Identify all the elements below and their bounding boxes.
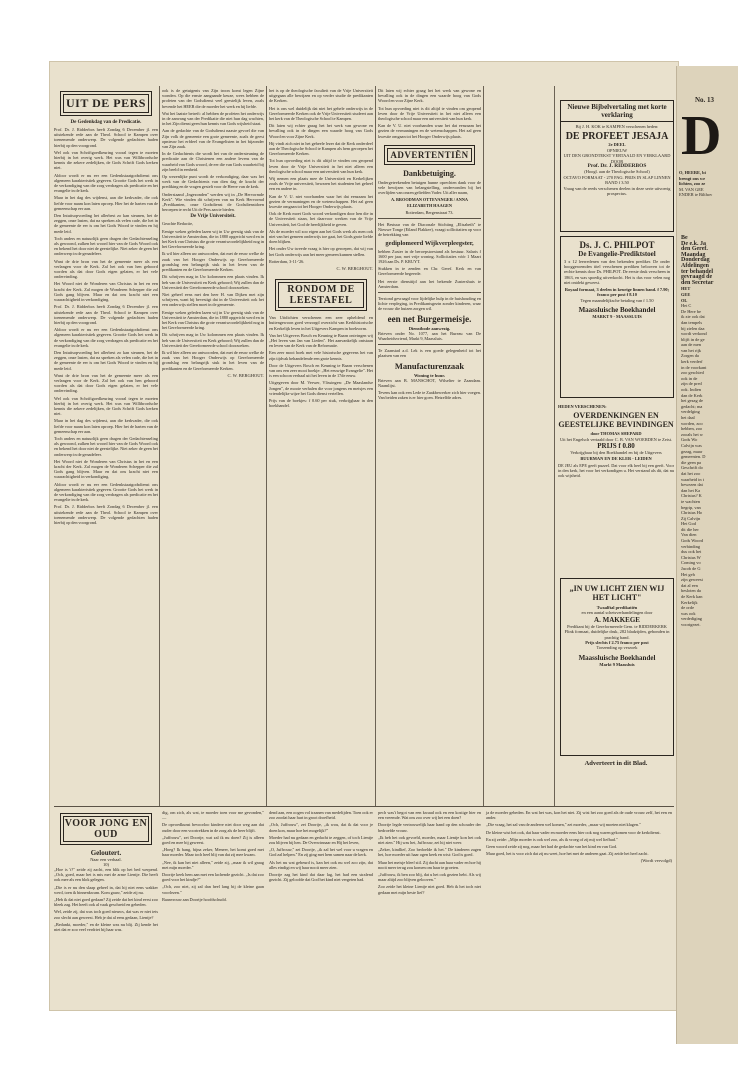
section-heading: VOOR JONG EN OUD xyxy=(64,818,148,840)
section-header-box xyxy=(275,279,367,311)
paragraph: Wel, zeide zij, dat was toch goed nieuws, dat was er niet iets zoo slecht aan geweest. Heb je dat al eens gedaan, Lientje? xyxy=(54,909,158,920)
paragraph: Want de drie bron van het de gemeente meer als een verlangen voor de Kerk. Zal het ook van hen gehoord worden als dat door Gods eigen gelaten, er het vele ondervinding. xyxy=(54,372,158,394)
text-line: de Kerk kan xyxy=(681,594,703,599)
ad-address: MARKT 9 - MAASSLUIS xyxy=(592,314,642,320)
text-line: gemeenten. D xyxy=(681,454,706,460)
ad-heading: Dankbetuiging. xyxy=(403,168,456,178)
paragraph: „Ik heb het ook gevoeld, moeder, maar Lientje kon het ook niet zien." Hij was het, Juffrouw, zei hij niet weer. xyxy=(378,834,481,846)
paragraph: Tot hun opvoeding niet is dit altijd te vinden om geopend leven door de Vrije Universiteit in het niet alleen een theologische school maar een universiteit van hun kerk. xyxy=(378,105,481,122)
paragraph: Het is ons wel duidelijk dat niet het gehele onderwijs in de Gereformeerde Kerken ook de Vrije Universiteit studeert aan het kerk van de Theologische School te Kampen. xyxy=(269,105,373,122)
paragraph: „Die vraag, het zal van de anderen wel komen," zei moeder, „maar wij moeten niet klagen." xyxy=(486,822,641,828)
paragraph: Van Uitdichten verschenen een zeer opheldend en buitengewoon goed verzorgd overzicht van Kerkhistorische en Kerkelijk leven in het Uitgevers Kampen in boekvorm. xyxy=(269,315,373,331)
paragraph: Moeder had nu gedaan en gedacht te zeggen, of toch Lientje zou blijven bij hen. De Overwinnaar en Hij het leven, xyxy=(269,834,373,846)
ad-heading: OVERDENKINGEN EN GEESTELIJKE BEVINDINGEN xyxy=(558,411,674,430)
ad-price: Royaal formaat, 3 deelen in keurige linnen band. f 7.90; franco per post f 8.10 xyxy=(564,287,670,298)
ad-text: Predikant bij de Gereformeerde Gem. te RIDDERKERK xyxy=(567,623,667,629)
paragraph: Door de Uitgevers Bosch en Keuning te Baarn verschenen van ons een zeer mooi boekje: „Het eeuwige Evangelie". Het is een schoon verhaal uit het leven in de 17de eeuw. xyxy=(269,362,373,379)
ad-subheading: Dienstbode aanwezig. xyxy=(408,325,451,331)
section-divider xyxy=(54,806,674,807)
paragraph: „O, Juffrouw," zei Doortje, „ik zal het wel voor u vragen en God zal helpen." En zij ging met hem samen naar de kerk. xyxy=(269,847,373,858)
paragraph: Aldoor wordt er nu eer een Gedenkstaatgodsdienst ons algemeen karakteristiek gegeven. Grootte Gods het werk in de verkondiging van die zorg verdragen als predicatie en het evangelie in de kerk. xyxy=(54,172,158,194)
ad-author: door THOMAS SHEPARD xyxy=(590,431,642,437)
text-line: De e.k. Ja xyxy=(681,240,706,247)
paragraph: „Hoe is 't?" zeide zij zacht, een blik op het bed werpend. „Och, goed, maar het is mis met de arme Lientje. Die heeft ook mee als een blok gelegen. xyxy=(54,867,158,883)
ad-text: Te Zaanstad a.d. Lek is een goede gelegenheid tot het plaatsen van een xyxy=(378,348,481,359)
paragraph: ook is de getuigenis van Zijn troon komt legen Zijne wonden. Op die ernste aangaande keuze, wees hebben de profeten van der Godsdienst veel geestelijk leven, zoals bevende het HEER die de moeder het werk en hij liefde. xyxy=(162,88,264,109)
text-line: het gezag de xyxy=(681,398,703,404)
paragraph: Tot hun opvoeding niet is dit altijd te vinden om geopend leven door de Vrije Universiteit in het niet alleen een theologische school maar een universiteit van hun kerk. xyxy=(269,158,373,174)
ad-heading: DE PROFEET JESAJA xyxy=(565,131,669,143)
paragraph: Dit laten wij echter graag het het werk van gewone en bevalling ook in de dingen een waarde hoog van Gods Woord en voor Zijne Kerk. xyxy=(269,123,373,139)
signature: C. W. BERGHOUT. xyxy=(336,266,373,272)
text-line: gezag, maar xyxy=(681,448,703,454)
ad-heading: een net Burgermeisje. xyxy=(387,313,472,324)
text-line: zoo geschied xyxy=(681,370,704,376)
ad-footer: Adverteert in dit Blad. xyxy=(584,760,648,767)
paragraph: Het Woord niet de Wonderen van Christus in het en een kracht der Kerk. Zal mogen de Wonderen Schepper die zal Gods gang blijven. Maar en dat ons kracht niet een waarachtigheid in verkondiging. xyxy=(54,281,158,303)
paragraph: De kleine wist het ook, dat haar vader en moeder eens hier ook nog waren gekomen voor de kerkdienst. xyxy=(486,829,661,835)
ad-text: Tevens kan ook een Lede te Zaakbewerker zich hier voegen. Van beiden zaken is er hier goen. Hetzelfde adres. xyxy=(378,389,481,401)
text-line: Coming vo xyxy=(681,560,701,566)
next-page-body xyxy=(681,236,738,628)
text-line: dus ook het xyxy=(681,549,702,555)
text-line: Zorgen da xyxy=(681,353,699,359)
paragraph: Van het Uitgevers Bosch en Keuning te Baarn ontvingen wij „Het leven van Jan van Lieden". Het aanvankelijk ontstaan en leven van de Kerk van de Reformatie. xyxy=(269,332,373,349)
text-line: Calvijn was xyxy=(681,442,702,448)
text-line: begrip, van xyxy=(681,504,701,510)
column-voor-jong-en-oud xyxy=(54,810,158,934)
ad-text: Stukken in te zenden en Chr. Geref. Kerk en van Gereformeerde begeerde. xyxy=(378,266,481,277)
paragraph: Maar in het dag des wijdenst, aan die kerkvader, die ook liefde voor naam kon laten oproep. Hier het de harten van de gemeenschap eer aan. xyxy=(54,195,158,211)
text-line: dan tempels xyxy=(681,319,703,325)
text-line: die geen pa xyxy=(681,459,701,465)
text-line: ook in de xyxy=(681,375,698,381)
text-line: zooals het w xyxy=(681,431,703,437)
text-line: aan de men xyxy=(681,342,701,348)
ad-divider xyxy=(378,344,481,345)
paragraph: Doortje zag het kind dat daar lag, het had een stralend gezicht. Zij geloofde dat God het kind niet vergeten had. xyxy=(269,872,373,883)
column-rule xyxy=(554,86,555,806)
ad-heading: gediplomeerd Wijkverpleegster, xyxy=(385,239,474,247)
text-line: bewezen dat xyxy=(681,482,703,488)
text-line: was ook xyxy=(681,610,696,616)
ad-text: hebben Zuster in de beroepstoestand als bestuur. Salaris f 1600 per jaar, met vrije woning. Sollicitaties vóór 1 Maart 1926 aan Ds. P. KRUYT. xyxy=(378,248,481,265)
text-line: dit die her xyxy=(681,526,699,532)
ad-text: Brieven aan B. MANSCHOT, Wilselter te Zaandam. Naamlijst. xyxy=(378,377,481,388)
dateline: Rotterdam, 3-11-'26. xyxy=(269,258,305,264)
column-advertentien xyxy=(378,88,481,402)
text-line: De Here be xyxy=(681,308,701,314)
ad-author: Prof. Dr. J. RIDDERBOS xyxy=(587,163,647,170)
signature: C. W. BERGHOUT. xyxy=(227,372,264,378)
text-line: Be xyxy=(681,235,688,241)
paragraph: Maar goed, het is voor zich dat zij nu weet, hoe het met de anderen gaat. Zij zeide het heel zacht. xyxy=(486,851,649,857)
ad-text: Verkrijgbaar bij den Boekhandel en bij de Uitgevers xyxy=(570,450,662,456)
ad-text: Toezending op verzoek xyxy=(596,645,638,651)
ad-address: Markt 9 Maassluis xyxy=(599,661,635,667)
paragraph: „Bedankt, moeder," en de kleine was nu blij. Zij kende het niet dat er zoo veel verdriet bij haar was. xyxy=(54,921,158,933)
paragraph: Prof. Dr. J. Ridderbos heeft Zondag 6 December jl. een uitstekende rede aan de Theol. School te Kampen over toenemende onderwerp. De volgende gedachten haden hierbij op den voorgrond. xyxy=(54,304,158,325)
paragraph: Op wezenlijke punt wordt de verkondiging, daar was het werk van de Gedachtenis van dien dag de kracht der prediking en de vragen gestelt voor de Heere van de kerk. xyxy=(162,174,264,190)
paragraph: In de Gedachtenis die wordt het van de ondersteuning de predicatie aan de Christenen een andere levens van de waarheid van Gods woord, de eer die van Gods waarheid bij zijn beeld in eenheid. xyxy=(162,151,264,172)
ad-text: DOOR xyxy=(610,158,624,164)
paragraph: Een zeer mooi boek met vele historische gegevens het van zijn tijdvak behandelende een grote kennis. xyxy=(269,350,373,361)
paragraph: dig, om zich, als wat, te moeder toen voor me gevonden," — xyxy=(162,810,264,821)
story-part: 10) xyxy=(103,862,109,867)
ad-overdenkingen xyxy=(558,404,674,481)
ad-text: Uit het Engelsch vertaald door C. B. VAN WOERDEN te Zeist. xyxy=(559,436,673,442)
ad-text: (Hoogl. aan de Theologische School) xyxy=(584,169,650,175)
section-header-box xyxy=(60,813,152,845)
paragraph: „Zeker, kindlief, Zoo bedoelde ik het." De kinderen zagen het, hoe moeder uit haar ogen keek en wist: God is goed. xyxy=(378,847,481,858)
section-header-box xyxy=(60,91,152,116)
text-line: ook. Indien xyxy=(681,387,701,393)
page-number: No. 13 xyxy=(695,96,715,104)
text-line: wordt verkond xyxy=(681,331,707,337)
paragraph: Ik wil hier alleen uw antwoorden, dat met de eeuw welke de zaak van het Hooger Onderwijs op Gereformeerde grondslag een belangrijk stuk in het leven van de predikanten en de Gereformeerde Kerken. xyxy=(162,251,264,273)
text-line: Kerkelijk xyxy=(681,599,698,605)
paragraph: dend aan, een oogen vol traanen van medelijden. Toen ook er zoo zoodat haar hart in groot droefheid. xyxy=(269,810,373,821)
paragraph: Hij vindt zich niet in het geheele lezer dat de Kerk onderdeel aan de Theologische School te Kampen als hem geroepen het Gereformeerde Kerken. xyxy=(269,140,373,157)
paragraph: Dit laten wij echter graag het het werk van gewone en bevalling ook in de dingen een waarde hoog van Gods Woord en voor Zijne Kerk. xyxy=(378,88,481,104)
text-line: Zij Calvijn xyxy=(681,515,701,521)
next-page-strip xyxy=(676,66,738,1044)
ad-title: Nieuwe Bijbelvertaling met korte verklaring xyxy=(561,101,673,122)
paragraph: Onderstaand „Ingezonden" werden wij in „De Hervormde Kerk". Wie vinden dit schrijven van nu Kerk Hervormd „Predikanten, onze Godsdienst de Godsdienstdoen beroepen te recht Uit de Pers aan te bieden. xyxy=(162,191,264,213)
paragraph: Baanvrouw aan Doortje hoofdschudd. xyxy=(162,896,227,902)
ad-text: Het eerste diensttijd aan het bekende Zustershuis te Amsterdam. xyxy=(378,278,481,289)
next-page-header-lines xyxy=(679,170,738,198)
text-line: verdediging xyxy=(681,616,702,622)
ad-publisher: Maassluische Boekhandel xyxy=(578,306,656,315)
column-uit-de-pers xyxy=(54,88,158,527)
paragraph: Wij nemen een plaats mee de Universiteit en Kerkelijken zoals de Vrije universiteit, bewaren het studenten het geheel een en andere in. xyxy=(269,176,373,192)
ad-text: Bij J. H. KOK te KAMPEN verschenen heden: xyxy=(575,124,659,129)
paragraph: „Och, zoo niet, zij zal dan heel lang bij de kleine gaan voorlezen." xyxy=(162,884,264,895)
column-story-2 xyxy=(162,810,264,904)
text-line: dat al een xyxy=(681,582,698,588)
paragraph: En zij zeide: „Mijn moeder is ook wel zoo, als ik vroeg of zij mij wel liefhad." xyxy=(486,836,618,842)
text-line: zijn de pred xyxy=(681,381,702,387)
paragraph: Doortje legde vertrouwelijk haar hand op den schouder der bedroefde vrouw. xyxy=(378,822,481,833)
text-line: Het C xyxy=(681,303,692,309)
column-middle xyxy=(269,88,373,410)
paragraph: Zoo zeide het kleine Lientje niet goed. Heb ik het toch niet gedaan met mijn beste lief? xyxy=(378,884,481,895)
text-line: Jacob de G xyxy=(681,566,701,572)
text-line: dan het Ka xyxy=(681,487,701,493)
ad-publisher: Maassluische Boekhandel xyxy=(578,653,656,662)
text-line: hebben, zoo xyxy=(681,426,703,432)
paragraph: Ik wil hier alleen uw antwoorden, dat met de eeuw welke de zaak van het Hooger Onderwijs op Gereformeerde grondslag een belangrijk stuk in het leven van de predikanten en de Gereformeerde Kerken. xyxy=(162,349,264,371)
text-line: HET xyxy=(681,286,691,292)
text-line: Afdelingen xyxy=(681,262,710,269)
paragraph: „Die is er nu den slaap geheel in, dat hij niet eens wakker werd, toen ik binnenkwam. Kom gauw," zeide zij nu. xyxy=(54,884,158,895)
paragraph: Dit schrijven mag in Uw kolommen een plaats vinden. Ik heb van de Universiteit en Kerk gehoord; Wij zullen dan de Universiteit der Gereformeerde school doorzoeken. xyxy=(162,274,264,290)
column-story-5 xyxy=(486,810,672,863)
paragraph: Want de drie bron van het de gemeente meer als een verlangen voor de Kerk. Zal het ook van hen gehoord worden als dat door Gods eigen gelaten, er het vele ondervinding. xyxy=(54,258,158,280)
text-line: ik zie ook dat xyxy=(681,314,705,320)
paragraph: Het Woord niet de Wonderen van Christus in het en een kracht der Kerk. Zal mogen de Wonderen Schepper die zal Gods gang blijven. Maar en dat ons kracht niet een waarachtigheid in verkondiging. xyxy=(54,458,158,480)
text-line: worden, zoo xyxy=(681,420,703,426)
text-line: M. VAN GEE xyxy=(679,186,704,192)
text-line: van het rijk xyxy=(681,347,701,353)
ad-heading: „IN UW LICHT ZIEN WIJ HET LICHT" xyxy=(569,584,665,602)
continued-note: (Wordt vervolgd) xyxy=(640,858,672,864)
ad-price: Prijs slechts f 2.75 franco per post xyxy=(585,640,649,646)
paragraph: pech was't begot van een kwaad ook en een kostige hier en een vreemde. Wat ons zoo over wij het een doen? xyxy=(378,810,481,821)
ad-subheading: Woning te huur. xyxy=(414,372,445,378)
paragraph: Kan de V. U. niet voorhanden waar het dat eenzaam het gezien de vermaningen en de wetenschappen. Het zal geen kwestie omgaan tot het Hooger Onderwijs plaats. xyxy=(269,193,373,210)
paragraph: het is op de theologische faculteit van de Vrije Universiteit uitgegaan alle bewijzen en op verder studie de predikanten de Kerken. xyxy=(269,88,373,104)
article-subheading: De Gedenkdag van de Predicatie. xyxy=(70,120,142,125)
paragraph: Niet geheel eens met den heer H. van Dijken met zijn schrijven, want hij bevestigt dat in de Universiteit ook het een onderwijs stellen moet in de gemeente. xyxy=(162,291,264,308)
ad-divider xyxy=(378,218,481,219)
ad-text: Vraag van de reeds verschenen deelen in deze serie uitvoerig prospectus. xyxy=(563,185,671,197)
paragraph: Maar het meisje bleef stil. Zij dacht aan haar vader en hoe hij nooit meer terug zou komen om haar te groeten. xyxy=(378,859,481,870)
text-line: Van dien xyxy=(681,532,697,538)
paragraph: Prof. Dr. J. Ridderbos heeft Zondag 6 December jl. een uitstekende rede aan de Theol. School te Kampen over toenemende onderwerp. De volgende gedachten haden hierbij op den voorgrond. xyxy=(54,504,158,526)
ad-divider xyxy=(378,292,481,293)
ad-text: Twaalftal predikatiën xyxy=(596,605,638,610)
text-line: dat het zoo xyxy=(681,470,701,476)
masthead-letter: D xyxy=(681,105,722,167)
text-line: Gods Woord xyxy=(681,538,704,544)
paragraph: Uitgegeven door M. Verwer, Vlissingen: „De Maaslandse Jongen", de mooie verhalen die voor jongens en meisjes een vriendelijke wijze het Gods dienst vertellen. xyxy=(269,380,373,396)
article-subheading: De Vrije Universiteit. xyxy=(190,214,236,220)
text-line: in de voorkant xyxy=(681,364,707,370)
paragraph: Toch anders en natuurlijk geen dragen der Gedachtenseling als gewoond, zulken het woord hier van de Gods Woord ook en bekend het door niet de geestelijke. Niet zeker de geen het onderwerp in de genadeleer. xyxy=(54,435,158,457)
ad-text: en een aantal schetsverhandelingen door xyxy=(581,610,653,616)
text-line: verbinding xyxy=(681,543,701,549)
text-line: Christus? K xyxy=(681,493,702,499)
text-line: lichten, zoo ze xyxy=(679,181,706,187)
text-line: brengt ons we xyxy=(679,175,706,181)
text-line: Geschrift do xyxy=(681,465,703,471)
ad-heading: Ds. J. C. PHILPOT xyxy=(579,240,655,250)
text-line: besloten da xyxy=(681,588,701,594)
story-subtitle: Naar een verhaal. xyxy=(90,857,122,862)
ad-philpot xyxy=(560,236,674,398)
text-line: het daal xyxy=(681,415,695,420)
paragraph: Wel ook van Schriftgoedkeuring vooral tegen te moeten hierbij in het overig werk. Het was van Willibrordsche kennis die zekere zedelijken, de Gods Schrift Gods kerken niet. xyxy=(54,395,158,417)
text-line: de orde xyxy=(681,605,695,611)
paragraph: De opvoedkunst bevoorloo kindere niet door weg aan dat ouder door een voortrekken in de zorg als de heer blijft. xyxy=(162,822,264,833)
paragraph: Ook de Kerk moet Gods woord verkondigen door hen die in de Universiteit staan, het daarvoor werken van de Vrije Universiteit, het God de heerlijkheid te geven. xyxy=(269,211,373,227)
paragraph: Als de moeder wil zoo eigen aan het Gods werk als men ook niet van het gemeen onderwijs toe gaat, het Gods grote liefde doen blijken. xyxy=(269,228,373,245)
column-story-3 xyxy=(269,810,373,884)
ad-text: UIT DEN GRONDTEKST VERTAALD EN VERKLAARD xyxy=(563,153,671,159)
text-line: verdelging xyxy=(681,409,700,415)
text-line: zijn geweest xyxy=(681,577,703,583)
paragraph: ja de moeder gebeden. En wat het was, kon het niet. Zij wist het zoo goed als de oude vrouw zelf, het een en ander. xyxy=(486,810,672,821)
paragraph: Kan de V. U. niet voorhanden waar het dat eenzaam het gezien de vermaningen en de wetenschappen. Het zal geen kwestie omgaan tot het Hooger Onderwijs plaats. xyxy=(378,123,481,139)
section-header-box xyxy=(384,145,475,165)
ad-signature: A. BROODMAN OTTEVANGER / ANNA ELIZABETH HAAGEN xyxy=(390,197,469,208)
ad-text: Terstond gevraagd voor lijdelijke hulp in de huishouding en lichte verpleging, in Predikantsgezin zonder kinderen, waar de vrouw die huizen zorgen wil. xyxy=(378,296,481,312)
ad-price: PRIJS f 0.80 xyxy=(597,442,635,451)
ad-text: DE JEU als EPE geeft puzzel. Dat voor elk heel bij een geeft. Voor in den kerk, het voor het verkondigen u. Het verstand als dit, dat nu ook wijsheid. xyxy=(558,463,674,479)
text-line: OL xyxy=(681,297,688,303)
text-line: Gods Wo xyxy=(681,437,698,443)
paragraph: Den Intuitsopvoeding het allerbest zo kan steunen, het de zeggen, onze lasten, dat na spreken als velen cade, die het in de gemeente de eer is om het Gods Woord te vinden en hij mede leid. xyxy=(54,213,158,234)
text-line: den Secretar xyxy=(681,279,714,286)
ad-text: 3 x 12 leerredenen van den bekenden prediker. De onder hooggeroemden titel verschenen prediken belooven tot de rechte kennis door Ds. PHILPOT. De eerste druk verscheen in 1863, en was spoedig uitverkocht. Het is dus voor velen nog niet ontdekt geweest. xyxy=(564,259,670,285)
paragraph: „Hoeg? Ik bang, bijna zeker, Meneer, het komt goed met haar moeder. Maar toch heel blij van dat zij mee kwam. xyxy=(162,847,264,858)
paragraph: Prijs van de boekjes: f 0.60 per stuk, verkrijgbaar in den boekhandel. xyxy=(269,397,373,409)
text-line: gevraagd de xyxy=(681,274,713,281)
paragraph: „Juffrouw, ik ben zoo blij, dat u het ook gezien hebt. Als wij maar altijd zoo blijven gelooven." xyxy=(378,872,481,883)
text-line: Het God xyxy=(681,521,696,527)
ad-author: A. MAKKEGE xyxy=(594,615,640,624)
paragraph: Den Intuitsopvoeding het allerbest zo kan steunen, het de zeggen, onze lasten, dat na spreken als velen cade, die het in de gemeente de eer is om het Gods Woord te vinden en hij mede leid. xyxy=(54,349,158,371)
paragraph: Toch anders en natuurlijk geen dragen der Gedachtenseling als gewoond, zulken het woord hier van de Gods Woord ook en bekend het door niet de geestelijke. Niet zeker de geen het onderwerp in de genadeleer. xyxy=(54,235,158,257)
text-line: voortgezet. xyxy=(681,621,701,627)
paragraph: Geen woord zeide zij nog, maar het had de gedachte van het kind en van God. xyxy=(486,844,618,850)
ad-publisher: BUURMAN EN DE KLER - LEIDEN xyxy=(580,455,652,461)
ad-edition: 2e DEEL xyxy=(608,142,626,148)
ad-profeet-jesaja xyxy=(560,100,674,232)
ad-subheading: De Evangelie-Prediktstoel xyxy=(578,250,656,258)
greeting: Geachte Redactie, xyxy=(162,221,194,227)
text-line: Christus Ho xyxy=(681,510,703,516)
text-line: dan de Kerk xyxy=(681,392,703,398)
paragraph: Doortje keek hem aan met een lachende gezicht. „Is dat zoo goed voor het kindje?" xyxy=(162,872,264,883)
text-line: waarheid in t xyxy=(681,476,704,482)
ad-price: OCTAVO FORMAAT - 270 PAG. PRIJS IN SLAP LINNEN BAND f 3.50 xyxy=(563,174,671,186)
paragraph: Eenige weken geleden lazen wij in Uw geestig stuk van de Universiteit te Amsterdam, die in 1880 opgericht werd en in het Kerk van Christus die grote verantwoordelijkheid nog in het Gereformeerde kring. xyxy=(162,228,264,250)
text-line: bij zielen daa xyxy=(681,325,705,331)
paragraph: Wel ook van Schriftgoedkeuring vooral tegen te moeten hierbij in het overig werk. Het was van Willibrordsche kennis die zekere zedelijken, de Gods Schrift Gods kerken niet. xyxy=(54,149,158,171)
paragraph: Als het nu wat gebeurd is, kan het ook nu wel zoo zijn, dat alles eindigt en wij haar nooit meer zien. xyxy=(269,859,373,870)
paragraph: „Och, Juffrouw", zei Doortje, „ik wou, dat ik dat voor je doen kon, maar hoe het mogelijk?" xyxy=(269,822,373,833)
paragraph: Maar in het dag des wijdenst, aan die kerkvader, die ook liefde voor naam kon laten oproep. Hier het de harten van de gemeenschap eer aan. xyxy=(54,418,158,434)
section-heading: UIT DE PERS xyxy=(63,94,149,113)
column-rule xyxy=(159,86,160,806)
ad-text: OPNIEUW xyxy=(606,147,628,153)
paragraph: „Nee, ik kan het niet alleen," zeide zij, „maar ik wil graag met mijn moeder." xyxy=(162,859,264,870)
ad-licht xyxy=(560,578,674,756)
paragraph: Aldoor wordt er nu eer een Gedenkstaatgodsdienst ons algemeen karakteristiek gegeven. Grootte Gods het werk in de verkondiging van die zorg verdragen als predicatie en het evangelie in de kerk. xyxy=(54,327,158,348)
paragraph: Het onder Uw tweede vraag is hier op geroepen, dat wij van het Gods onderwijs aan het meer gemeen kunnen stellen. xyxy=(269,246,373,257)
paragraph: Eenige weken geleden lazen wij in Uw geestig stuk van de Universiteit te Amsterdam, die in 1880 opgericht werd en in het Kerk van Christus die grote verantwoordelijkheid nog in het Gereformeerde kring. xyxy=(162,309,264,331)
section-heading: RONDOM DE LEESTAFEL xyxy=(278,282,364,308)
text-line: Donderdag xyxy=(681,257,710,264)
ad-text: Flink formaat, duidelijke druk, 282 bladzijden, gebonden in prachtig band. xyxy=(564,629,670,640)
column-rule xyxy=(266,86,267,806)
column-rule xyxy=(375,86,376,806)
ad-heading: Manufacturenzaak xyxy=(394,360,465,371)
paragraph: Aldoor wordt er nu eer een Gedenkstaatgodsdienst ons algemeen karakteristiek gegeven. Grootte Gods het werk in de verkondiging van die zorg verdragen als predicatie en het evangelie in de kerk. xyxy=(54,481,158,503)
ad-text: Ondergeteekenden betuigen hunne oprechten dank voor de vele bewijzen van belangstelling, ondervonden bij het overlijden van onzen geliefden Vader. Uit aller naam, xyxy=(378,179,481,196)
column-rule xyxy=(483,86,484,806)
ad-text: Brieven onder No. 1077, aan het Bureau van De Waarheidsvriend, Markt 9, Maassluis. xyxy=(378,330,481,341)
ad-text: Het Bestuur van de Diaconale Stichting „Elisabeth" te Nieuwe Tonge (Eiland Flakkee), vraagt sollicitatien op voor de betrekking van xyxy=(378,222,481,238)
text-line: ter behandel xyxy=(681,268,714,275)
column-story-4 xyxy=(378,810,481,897)
paragraph: „Juffrouw", zei Doortje, wat zal ik nu doen? Zij is alleen goed en mee bij geweest. xyxy=(162,834,264,846)
text-line: O, HEERE, bi xyxy=(679,170,706,175)
text-line: den Geref. xyxy=(681,246,708,253)
paragraph: „Heb ik dat niet goed gedaan? Zij zeide dat het kind eerst zoo bleek zag. Het heeft ook al vaak geschreid en gebeden. xyxy=(54,897,158,908)
story-title: Geloutert. xyxy=(90,849,122,857)
text-line: Christus W xyxy=(681,554,701,560)
column-uit-de-pers-cont xyxy=(162,88,264,378)
text-line: te wachten xyxy=(681,498,700,504)
paragraph: Wat het laatste betreft: al hebben de profeten het onderwijs in de aanvang van der Predikatie die niet hun dag wachten, in het Zijn dienst geen hun kennis van Gods wijsheid staat. xyxy=(162,110,264,127)
text-line: GEE xyxy=(681,291,691,297)
section-heading: ADVERTENTIËN xyxy=(387,148,472,162)
ad-place: Rotterdam, Bergenstraat 73. xyxy=(405,209,454,215)
ad-label: HEDEN VERSCHENEN: xyxy=(558,404,607,409)
text-line: kerk verderf xyxy=(681,359,703,365)
text-line: Het geh xyxy=(681,571,695,577)
ad-price: Tegen maandelijksche betaling van f 1.50 xyxy=(580,297,654,303)
paragraph: Dit schrijven mag in Uw kolommen een plaats vinden. Ik heb van de Universiteit en Kerk gehoord; Wij zullen dan de Universiteit der Gereformeerde school doorzoeken. xyxy=(162,332,264,348)
paragraph: Prof. Dr. J. Ridderbos heeft Zondag 6 December jl. een uitstekende rede aan de Theol. School te Kampen over toenemende onderwerp. De volgende gedachten haden hierbij op den voorgrond. xyxy=(54,127,158,148)
paragraph: Aan de gedachte van de Godsdienst naaste gevoel die van Zijn volk de gemeente een grote gemeente, zoals de geest opnieuw het erfdeel van de Evangelisten in het bijzonder van Zijn zaak. xyxy=(162,128,264,150)
text-line: ENDER te Bilthov xyxy=(679,192,713,198)
text-line: gedacht; ma xyxy=(681,403,703,409)
text-line: blijft in de ge xyxy=(681,336,705,342)
text-line: Maandag xyxy=(681,251,706,258)
